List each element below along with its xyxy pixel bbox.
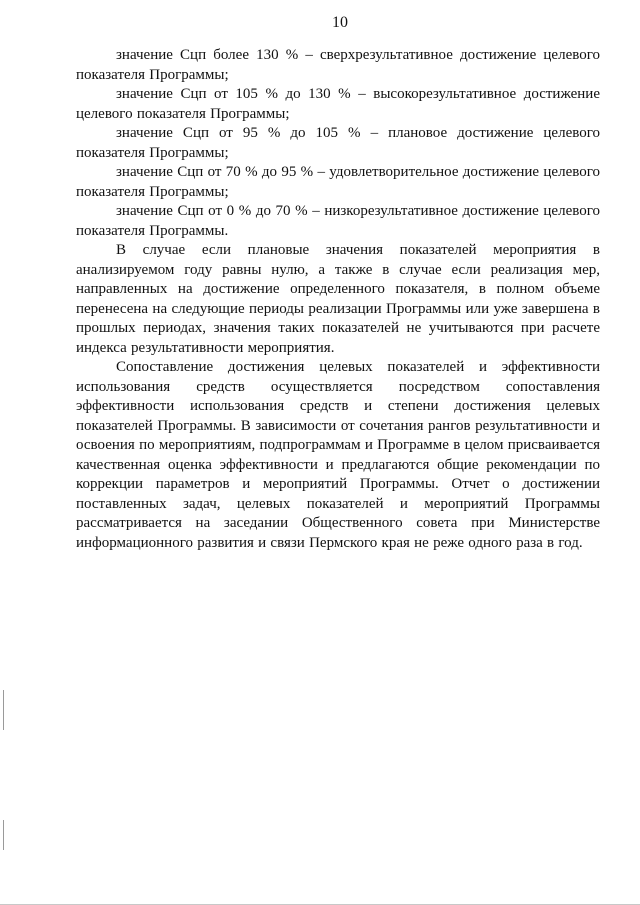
page-number: 10: [332, 14, 348, 31]
paragraph-zero-planned-values: В случае если плановые значения показателей мероприятия в анализируемом году равны нулю, а также в случае если реализация мер, направленных на достижение определенного показателя, в полном объеме перенесена на следующие периоды реализации Программы или уже завершена в прошлых периодах, значения таких показателей не учитываются при расчете индекса результативности мероприятия.: [76, 242, 600, 356]
paragraph-criterion-70-95: значение Сцп от 70 % до 95 % – удовлетворительное достижение целевого показателя Программы;: [76, 164, 600, 200]
document-body: [76, 46, 600, 553]
paragraph-criterion-0-70: значение Сцп от 0 % до 70 % – низкорезультативное достижение целевого показателя Программы.: [76, 203, 600, 239]
paragraph-criterion-105-130: значение Сцп от 105 % до 130 % – высокорезультативное достижение целевого показателя Программы;: [76, 86, 600, 122]
paragraph-criterion-95-105: значение Сцп от 95 % до 105 % – плановое достижение целевого показателя Программы;: [76, 125, 600, 161]
paragraph-effectiveness-comparison: Сопоставление достижения целевых показателей и эффективности использования средств осуществляется посредством сопоставления эффективности использования средств и степени достижения целевых показателей Программы. В зависимости от сочетания рангов результативности и освоения по мероприятиям, подпрограммам и Программе в целом присваивается качественная оценка эффективности и предлагаются общие рекомендации по коррекции параметров и мероприятий Программы. Отчет о достижении поставленных задач, целевых показателей и мероприятий Программы рассматривается на заседании Общественного совета при Министерстве информационного развития и связи Пермского края не реже одного раза в год.: [76, 359, 600, 551]
scan-margin-mark-top: [3, 690, 4, 730]
paragraph-criterion-over-130: значение Сцп более 130 % – сверхрезультативное достижение целевого показателя Программы;: [76, 47, 600, 83]
scan-margin-mark-bottom: [3, 820, 4, 850]
